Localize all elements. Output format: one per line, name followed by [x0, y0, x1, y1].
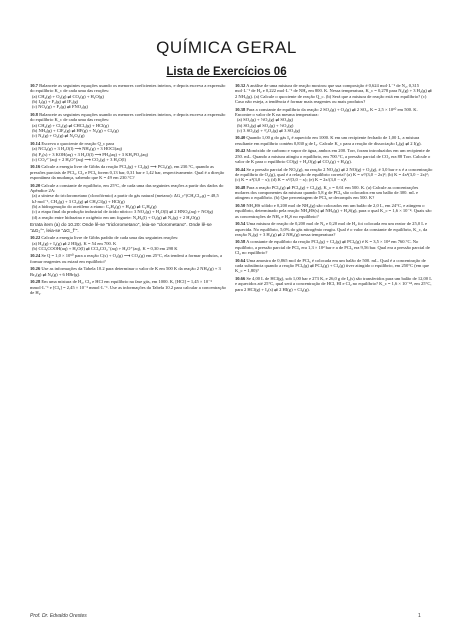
exercise-block: [235, 148, 433, 164]
exercise-statement: Calcule a energia livre de Gibbs da reação PCl₃(g) + Cl₂(g) ⟶ PCl₅(g), em 230.°C, quando as pressões parciais de PCl₃, Cl₂ e PCl₅ forem 0,13 bar, 0,31 bar e 1,42 bar, respectivamente. Qual é a direção espontânea da mudança, sabendo que K = 49 em 230.°C?: [30, 164, 225, 181]
exercise-statement: Para a reação PCl₅(g) ⇌ PCl₃(g) + Cl₂(g), K_c = 0,61 em 500. K. (a) Calcule as concentrações molares dos componentes da mistura quando 5,8 g de PCl₅ são colocados em um balão de 300. mL e atingem o equilíbrio. (b) Que percentagem de PCl₅ se decompôs em 500. K?: [235, 184, 419, 201]
exercise-number: 10.22: [30, 235, 41, 241]
exercise-block: [30, 253, 228, 264]
exercise-item: (a) CH₄(g) + Cl₂(g) ⇌ CHCl₃(g) + HCl(g): [32, 122, 109, 128]
exercise-item: (c) N₂(g) + O₂(g) ⇌ N₂O₅(g): [32, 133, 85, 139]
exercise-statement: Se Q = 1,0 × 10⁵⁰ para a reação C(s) + O₂(g) ⟶ CO₂(g) em 25°C, ela tenderá a formar produtos, a formar reagentes ou estará em equilíbrio?: [30, 253, 223, 264]
exercise-block: [30, 279, 228, 295]
exercise-statement: Use as informações da Tabela 10.2 para determinar o valor de K em 500 K da reação 2 NH₃(g) + 3 Br₂(g) ⇌ N₂(g) + 6 HBr(g).: [30, 266, 221, 277]
exercise-statement: Para a constante de equilíbrio da reação 2 SO₂(g) + O₂(g) ⇌ 2 SO₃, K = 2,5 × 10¹⁰ em 500. K. Encontre o valor de K na mesma temperatura:: [235, 106, 418, 117]
exercise-item: (c) 3 SO₂(g) + ³⁄₂O₂(g) ⇌ 3 SO₃(g): [237, 127, 301, 133]
exercise-number: 10.50: [235, 203, 246, 208]
exercise-item: (a) CH₄(g) + O₂(g) ⇌ CO₂(g) + H₂O(g): [32, 93, 104, 99]
exercise-number: 10.32: [235, 83, 246, 88]
exercise-statement: Uma amostra de 0,865 mol de PCl₅ é colocada em um balão de 500. mL. Qual é a concentração de cada substância quando a reação PCl₅(g) ⇌ PCl₃(g) + Cl₂(g) tiver atingido o equilíbrio, em 250°C (em que K_c = 1,80)?: [235, 257, 430, 274]
exercise-statement: Calcule a energia livre de Gibbs padrão de cada uma das seguintes reações:: [41, 235, 179, 241]
exercise-item: (b) CCl₃COOH(aq) + H₂O(l) ⇌ CCl₃CO₂⁻(aq) + H₃O⁺(aq), K = 0,30 em 298 K: [32, 245, 178, 251]
exercise-item: (b) NH₃(g) + ClF₃(g) ⇌ HF(g) + N₂(g) + Cl₂(g): [32, 127, 119, 133]
exercise-statement: NH₄HS sólido e 0,200 mol de NH₃(g) são colocados em um balão de 2,0 L, em 24°C, e atingem o equilíbrio, determinado pela reação NH₄HS(s) ⇌ NH₃(g) + H₂S(g), para o qual K_c = 1,6 × 10⁻⁴. Quais são as concentrações de NH₃ e H₂S no equilíbrio?: [235, 203, 432, 219]
exercise-block: [30, 164, 228, 180]
exercise-block: [235, 107, 433, 134]
exercise-number: 10.48: [235, 184, 246, 190]
exercise-number: 10.28: [30, 279, 41, 285]
exercise-block: [235, 185, 433, 201]
exercise-statement: Se a pressão parcial de NO₂(g), na reação 2 NO₂(g) ⇌ 2 NO(g) + O₂(g), é 3,0 bar e x é a concentração de equilíbrio de O₂(g), qual é a relação de equilíbrio correta? (a) K = x²/(3,0 − 2x)²; (b) K = 4x²(3,0 − 2x)²; (c) K = x²(3,0 − x); (d) K = x³/(3,0 − x); (e) K = 2x/(3,0 − x)².: [235, 166, 433, 183]
exercise-number: 10.64: [235, 257, 246, 263]
exercise-block: [235, 83, 433, 104]
exercise-number: 10.40: [235, 135, 246, 141]
exercise-item: (c) NO₂(g) + F₂(g) ⇌ FNO₂(g): [32, 104, 88, 110]
exercise-statement: Quando 1,00 g do gás I₂ é aquecido em 1000. K em um recipiente fechado de 1,00 L, a mistura resultante em equilíbrio contém 0,830 g de I₂. Calcule K_c para a reação de dissociação I₂(g) ⇌ 2 I(g).: [235, 135, 422, 146]
exercise-statement: Monóxido de carbono e vapor de água, ambos em 200. Torr, foram introduzidos em um recipiente de 250. mL. Quando a mistura atingiu o equilíbrio, em 700.°C, a pressão parcial de CO₂ era 88 Torr. Calcule o valor de K para o equilíbrio CO(g) + H₂O(g) ⇌ CO₂(g) + H₂(g).: [235, 148, 431, 165]
exercise-item: (b) I₂(g) + F₂(g) ⇌ IF₅(g): [32, 99, 79, 105]
left-column: [30, 83, 228, 297]
exercise-item: (b) P₄(s) + 3 KOH(aq) + 3 H₂O(l) ⟶ PH₃(aq) + 3 KH₂PO₂(aq): [32, 151, 149, 157]
page-subtitle: Lista de Exercícios 06: [166, 66, 287, 78]
exercise-number: 10.44: [235, 166, 246, 172]
exercise-item: (b) a hidrogenação do acetileno a etano: C₂H₂(g) + H₂(g) ⇌ C₂H₆(g): [32, 203, 157, 209]
exercise-statement: Balanceie as seguintes equações usando os menores coeficientes inteiros, e depois escreva a expressão do equilíbrio K_c de cada uma das reações:: [30, 111, 226, 123]
exercise-block: [30, 83, 228, 110]
exercise-block: [235, 239, 433, 255]
exercise-block: [30, 235, 228, 251]
exercise-block: [235, 221, 433, 237]
exercise-statement: Em uma mistura de H₂, Cl₂ e HCl em equilíbrio na fase gás, em 1000. K, [HCl] = 1,45 × 10⁻³ mmol·L⁻¹ e [Cl₂] = 2,45 × 10⁻³ mmol·L⁻¹. Use as informações da Tabela 10.2 para calcular a concentração de H₂.: [30, 279, 226, 295]
exercise-statement: A análise de uma mistura de reação mostrou que sua composição é 0,624 mol·L⁻¹ de N₂, 0,315 mol·L⁻¹ de H₂ e 0,222 mol·L⁻¹ de NH₃ em 800. K. Nessa temperatura, K_c = 0,278 para N₂(g) + 3 H₂(g) ⇌ 2 NH₃(g). (a) Calcule o quociente de reação Q_c. (b) Será que a mistura de reação está em equilíbrio? (c) Caso não esteja, a tendência é formar mais reagentes ou mais produtos?: [235, 83, 432, 105]
exercise-number: 10.14: [30, 140, 41, 146]
exercise-item: (a) H₂(g) + I₂(g) ⇌ 2 HI(g), K = 54 em 700. K: [32, 240, 117, 246]
exercise-item: (b) SO₃(g) ⇌ SO₂(g) + ½O₂(g): [237, 122, 294, 128]
exercise-item: (a) NCl₃(g) + 3 H₂O(l) ⟶ NH₃(g) + 3 HOCl(aq): [32, 146, 123, 152]
exercise-number: 10.24: [30, 253, 41, 259]
exercise-number: 10.20: [30, 182, 41, 188]
page-number: 1: [418, 613, 421, 619]
exercise-block: [30, 183, 228, 220]
exercise-number: 10.42: [235, 148, 246, 154]
right-column: [235, 83, 433, 294]
exercise-statement: Balanceie as seguintes equações usando os menores coeficientes inteiros, e depois escreva a expressão do equilíbrio K_c de cada uma das reações:: [30, 83, 226, 94]
exercise-block: [30, 141, 228, 162]
exercise-block: [235, 203, 433, 219]
exercise-block: [235, 135, 433, 146]
footer-author: Prof. Dr. Edvaldo Orestes: [30, 613, 87, 619]
exercise-statement: Uma mistura de reação de 0,200 mol de N₂ e 0,20 mol de H₂ foi colocada em um reator de 25,0 L e aquecida. No equilíbrio, 5,0% do gás nitrogênio reagiu. Qual é o valor da constante de equilíbrio, K_c, da reação N₂(g) + 3 H₂(g) ⇌ 2 NH₃(g) nessa temperatura?: [235, 221, 428, 237]
exercise-number: 10.66: [235, 275, 246, 281]
exercise-item: (a) a síntese do triclorometano (clorofórmio) a partir do gás natural (metano): ΔG_r°(CH₂Cl₂,g) = 48,5 kJ·mol⁻¹, CH₄(g) + 3 Cl₂(g) ⇌ CH₃Cl(g) + HCl(g): [32, 193, 219, 204]
exercise-number: 10.38: [235, 106, 246, 112]
exercise-item: (d) a reação entre hidrazina e oxigênio em um foguete: N₂H₄(l) + O₂(g) ⇌ N₂(g) + 2 H₂O(g): [32, 214, 200, 220]
exercise-item: (c) a etapa final da produção industrial de ácido nítrico: 3 NO₂(g) + H₂O(l) ⇌ 2 HNO₃(aq) + NO(g): [32, 209, 214, 215]
exercise-block: [235, 167, 433, 183]
exercise-number: 10.58: [235, 239, 246, 245]
exercise-number: 10.8: [30, 111, 38, 117]
exercise-number: 10.7: [30, 83, 38, 88]
errata-note: Errata item (a) do 10.20: Onde lê-se "triclorometano", leia-se "clorometano". Onde lê-se "ΔG₂°", leia-se "ΔG_f°".: [30, 222, 212, 233]
exercise-number: 10.26: [30, 266, 41, 272]
exercise-block: [235, 276, 433, 292]
exercise-block: [30, 266, 228, 277]
exercise-statement: Se 4,00 L de HCl(g), sob 1,00 bar e 273 K, e 26,0 g de I₂(s) são transferidos para um balão de 12,00 L e aquecidos até 25°C, qual será a concentração de HCl, HI e Cl₂ no equilíbrio? K_c = 1,6 × 10⁻³⁴, em 25°C, para 2 HCl(g) + I₂(s) ⇌ 2 HI(g) + Cl₂(g).: [235, 275, 432, 292]
exercise-number: 10.54: [235, 221, 246, 227]
exercise-statement: A constante de equilíbrio da reação PCl₃(g) + Cl₂(g) ⇌ PCl₅(g) é K = 3,5 × 10⁴ em 760.°C. No equilíbrio, a pressão parcial de PCl₅ era 1,3 × 10² bar e a de PCl₃ era 9,56 bar. Qual era a pressão parcial de Cl₂ no equilíbrio?: [235, 239, 430, 256]
page-title: QUÍMICA GERAL: [156, 38, 297, 57]
exercise-block: [235, 258, 433, 274]
exercise-item: (a) SO₂(g) + ½O₂(g) ⇌ SO₃(g): [237, 117, 294, 123]
exercise-statement: Escreva o quociente de reação Q_c para: [41, 140, 115, 146]
exercise-number: 10.16: [30, 164, 41, 170]
exercise-statement: Calcule a constante de equilíbrio, em 25°C, de cada uma das seguintes reações a partir dos dados do Apêndice 2A:: [30, 182, 224, 193]
exercise-item: (c) CO₃²⁻(aq) + 2 H₃O⁺(aq) ⟶ CO₂(g) + 3 H₂O(l): [32, 156, 126, 162]
exercise-block: [30, 112, 228, 139]
